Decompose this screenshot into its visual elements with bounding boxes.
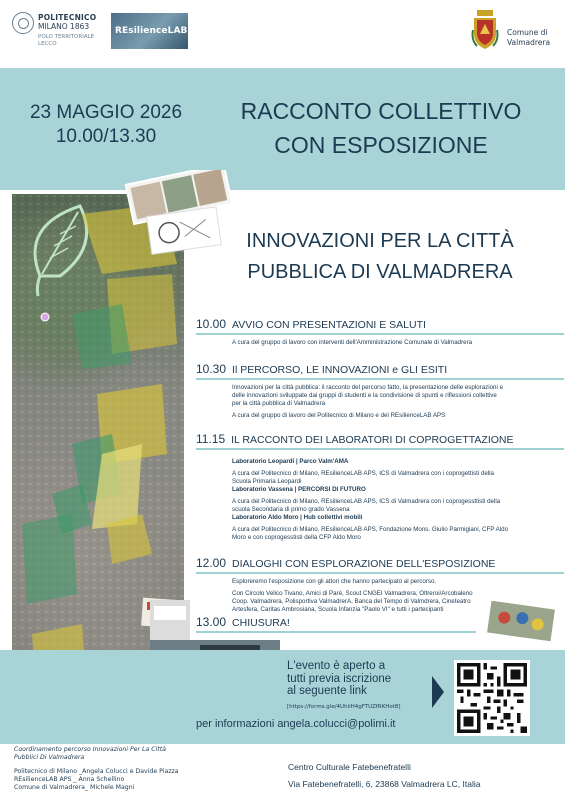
polimi-wordmark [38,13,96,31]
program-desc [196,339,552,347]
comune-crest [471,10,499,50]
contact-info[interactable]: per informazioni angela.colucci@polimi.it [196,718,396,730]
event-date: 23 MAGGIO 2026 [29,102,183,123]
polimi-line1: POLITECNICO [38,13,97,22]
program-divider [196,333,564,335]
credits [14,768,179,792]
qr-code-pattern [457,663,527,733]
event-title-line2: CON ESPOSIZIONE [274,132,488,158]
lab-desc-line: A cura del Politecnico di Milano, REsilienceLAB APS, ICS di Valmadrera con i coprogettisti della [232,470,494,477]
program-desc-line: Coop. Valmadrera, Polisportiva ValmadrerA, Banca del Tempo di Valmdrera, Cineteatro [232,598,471,605]
program-divider [196,572,564,574]
program-time: 10.00 [196,317,227,331]
program-item [196,432,564,542]
credit-line: Comune di Valmadrera_ Michele Magni [14,784,135,791]
program-desc-line: A cura del gruppo di lavoro del Politecnico di Milano e del REsilienceLAB APS [232,412,446,419]
coordination-label [14,746,194,762]
polimi-logo [12,12,34,34]
polo-line2: LECCO [38,40,57,47]
lab-name-text: Laboratorio Leopardi | Parco Valm'AMA [232,458,349,465]
venue [288,759,480,793]
program-item [196,317,564,347]
coord-line2: Pubblici Di Valmadrera [14,754,85,761]
lab-desc-line: scuola Secondaria di primo grado Vassena [232,506,350,513]
coord-line1: Coordinamento percorso Innovazioni Per La Città [14,746,166,753]
lab-desc-line: Scuola Primaria Leopardi [232,478,302,485]
venue-address: Via Fatebenefratelli, 6, 23868 Valmadrera LC, Italia [288,779,481,789]
program-title: IL RACCONTO DEI LABORATORI DI COPROGETTAZIONE [231,434,514,446]
program-desc-line: delle innovazioni sviluppate dai gruppi di studenti e la condivisione di spunti e riflessioni collettive [232,392,497,399]
registration-line2: tutti previa iscrizione [287,672,392,685]
polimi-line2: MILANO 1863 [38,22,90,31]
lab-name [232,486,552,494]
program-title: DIALOGHI CON ESPLORAZIONE DELL'ESPOSIZIONE [232,558,496,570]
program-divider [196,378,564,380]
program-divider [196,448,564,450]
credit-line: REsilienceLAB APS _ Anna Schellino [14,776,125,783]
polo-label [38,34,94,47]
program-item [196,362,564,420]
program-desc-line: Innovazioni per la città pubblica: il racconto del percorso fatto, la presentazione delle esplorazioni e [232,384,504,391]
event-subtitle [205,226,555,288]
photo-participants [482,598,560,644]
venue-name: Centro Culturale Fatebenefratelli [288,762,411,772]
program-time: 12.00 [196,556,227,570]
registration-line3: al seguente link [287,685,367,697]
program-item-header [196,317,564,332]
program-item-header [196,362,564,377]
program-desc-line: Artesfera, Caritas Ambrosiana, Scuola Infanzia "Paolo VI" e tutti i partecipanti [232,606,444,613]
qr-code[interactable] [454,660,530,736]
program-time: 13.00 [196,615,227,629]
registration-link[interactable]: [https://forms.gle/4UhiiH4gFTUZfRKHot8] [287,704,401,710]
event-title-line1: RACCONTO COLLETTIVO [240,98,522,124]
program-divider [196,631,476,633]
program-desc [196,384,552,420]
program-desc-line: A cura del gruppo di lavoro con interventi dell'Amministrazione Comunale di Valmadrera [232,339,473,346]
event-subtitle-line1: INNOVAZIONI PER LA CITTÀ [246,230,514,252]
event-datetime [17,101,195,149]
program-time: 11.15 [196,432,226,446]
comune-label [507,28,550,48]
resiliencelab-logo [111,13,188,49]
event-time: 10.00/13.30 [55,126,157,147]
program-time: 10.30 [196,362,227,376]
event-title [212,94,550,162]
polo-line1: POLO TERRITORIALE [38,34,95,40]
resiliencelab-label: REsilienceLAB [115,26,188,36]
lab-desc-line: Moro e con coprogesstisti della CFP Aldo Moro [232,534,361,541]
program-title: Il PERCORSO, LE INNOVAZIONI e GLI ESITI [232,364,448,376]
comune-line2: Valmadrera [507,38,551,47]
program-desc-line: Con Circolo Velico Tivano, Amici di Parè, Scout CNGEI Valmadrera, Oltreroi/Arcobaleno [232,590,473,597]
lab-desc-line: A cura del Politecnico di Milano, REsilienceLAB APS, Fondazione Mons. Giulio Parmigiani, CFP Aldo [232,526,509,533]
program-item-header [196,432,564,447]
lab-name [232,458,552,466]
event-subtitle-line2: PUBBLICA DI VALMADRERA [247,261,513,283]
program-desc-line: Esploreremo l'esposizione con gli attori che hanno partecipato al percorso. [232,578,437,585]
program-title: AVVIO CON PRESENTAZIONI E SALUTI [232,319,426,331]
lab-desc-line: A cura del Politecnico di Milano, REsilienceLAB APS, ICS di Valmadrera con i coprogessttisti della [232,498,501,505]
program-desc-line: per la città pubblica di Valmadrera [232,400,326,407]
program-labs [196,454,552,542]
registration-text [287,660,417,698]
program-item-header [196,556,564,571]
comune-line1: Comune di [507,28,548,37]
program-title: CHIUSURA! [232,617,290,629]
lab-name [232,514,552,522]
registration-line1: L'evento è aperto a [287,660,386,672]
credit-line: Politecnico di Milano _Angela Colucci e Davide Piazza [14,768,179,775]
arrow-right-icon [432,676,444,708]
lab-name-text: Laboratorio Aldo Moro | Hub collettivi mobili [232,514,363,521]
lab-name-text: Laboratorio Vassena | PERCORSI DI FUTURO [232,486,366,493]
